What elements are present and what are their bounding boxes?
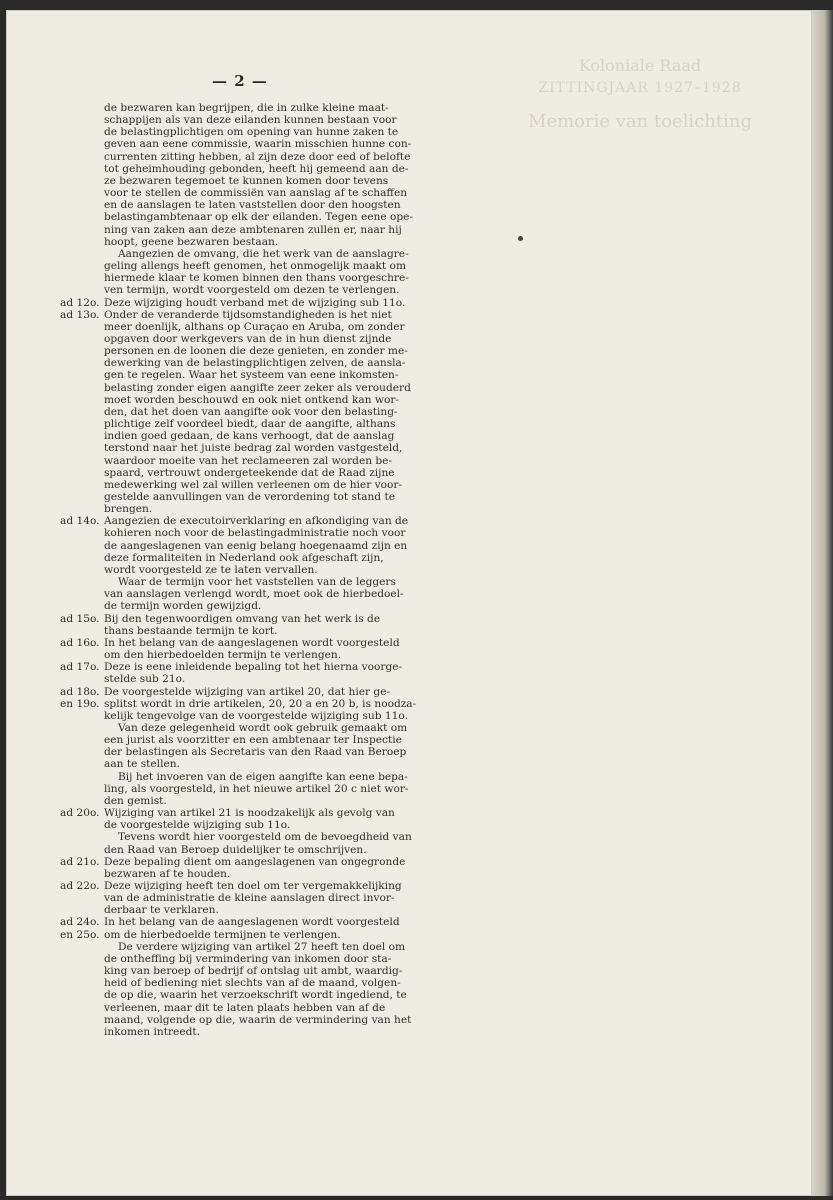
margin-label bbox=[60, 199, 104, 211]
line-text: personen en de loonen die deze genieten, en zonder me- bbox=[104, 345, 408, 358]
margin-label bbox=[60, 418, 104, 430]
margin-label bbox=[60, 479, 104, 491]
margin-label bbox=[60, 783, 104, 795]
margin-label bbox=[60, 965, 104, 977]
text-line bbox=[60, 540, 432, 552]
margin-label bbox=[60, 430, 104, 442]
text-line bbox=[60, 236, 432, 248]
text-line bbox=[60, 686, 432, 698]
margin-label bbox=[60, 357, 104, 369]
margin-label bbox=[60, 151, 104, 163]
line-text: de ontheffing bij vermindering van inkomen door sta- bbox=[104, 952, 392, 965]
line-text: gestelde aanvullingen van de verordening tot stand te bbox=[104, 491, 395, 503]
text-line bbox=[60, 1014, 432, 1026]
line-text: hiermede klaar te komen binnen den thans voorgeschre- bbox=[104, 272, 409, 285]
margin-label: ad 15o. bbox=[60, 612, 100, 625]
text-line bbox=[60, 600, 432, 612]
line-text: belastingambtenaar op elk der eilanden. Tegen eene ope- bbox=[104, 211, 414, 224]
margin-label: en 19o. bbox=[60, 697, 100, 710]
text-line bbox=[60, 345, 432, 357]
text-line bbox=[60, 467, 432, 479]
margin-label bbox=[60, 272, 104, 284]
text-line bbox=[60, 175, 432, 187]
line-text: Bij den tegenwoordigen omvang van het werk is de bbox=[104, 612, 381, 625]
line-text: ling, als voorgesteld, in het nieuwe artikel 20 c niet wor- bbox=[104, 782, 409, 795]
margin-label bbox=[60, 904, 104, 916]
line-text: de voorgestelde wijziging sub 11o. bbox=[104, 819, 291, 832]
text-line bbox=[60, 418, 432, 430]
line-text: deze formaliteiten in Nederland ook afgeschaft zijn, bbox=[104, 551, 384, 564]
margin-label bbox=[60, 126, 104, 138]
line-text: den, dat het doen van aangifte ook voor den belasting- bbox=[104, 405, 398, 418]
margin-label bbox=[60, 527, 104, 539]
text-line bbox=[60, 515, 432, 527]
text-line bbox=[60, 1026, 432, 1038]
margin-label bbox=[60, 795, 104, 807]
margin-label bbox=[60, 345, 104, 357]
text-line bbox=[60, 892, 432, 904]
text-line bbox=[60, 831, 432, 843]
text-line bbox=[60, 758, 432, 770]
text-line bbox=[60, 527, 432, 539]
margin-label bbox=[60, 284, 104, 296]
text-line bbox=[60, 916, 432, 928]
text-line bbox=[60, 613, 432, 625]
text-line bbox=[60, 783, 432, 795]
line-text: Deze wijziging heeft ten doel om ter vergemakkelijking bbox=[104, 880, 402, 892]
text-line bbox=[60, 491, 432, 503]
text-line bbox=[60, 284, 432, 296]
margin-label bbox=[60, 576, 104, 588]
text-line bbox=[60, 625, 432, 637]
margin-label: ad 17o. bbox=[60, 661, 100, 674]
line-text: van de administratie de kleine aanslagen direct invor- bbox=[104, 892, 395, 905]
line-text: den Raad van Beroep duidelijker te omschrijven. bbox=[104, 843, 367, 856]
line-text: De voorgestelde wijziging van artikel 20, dat hier ge- bbox=[104, 685, 391, 698]
line-text: ning van zaken aan deze ambtenaren zullen er, naar hij bbox=[104, 223, 402, 236]
line-text: de aangeslagenen van eenig belang hoegenaamd zijn en bbox=[104, 539, 408, 552]
text-line bbox=[60, 722, 432, 734]
text-line bbox=[60, 856, 432, 868]
text-line bbox=[60, 211, 432, 223]
margin-label bbox=[60, 941, 104, 953]
margin-label bbox=[60, 1002, 104, 1014]
line-text: van aanslagen verlengd wordt, moet ook de hierbedoel- bbox=[104, 588, 404, 601]
text-line bbox=[60, 953, 432, 965]
text-line bbox=[60, 929, 432, 941]
margin-label bbox=[60, 831, 104, 843]
line-text: Aangezien de executoirverklaring en afkondiging van de bbox=[104, 515, 409, 528]
margin-label: ad 24o. bbox=[60, 916, 100, 929]
margin-label: ad 21o. bbox=[60, 855, 100, 868]
margin-label bbox=[60, 260, 104, 272]
margin-label bbox=[60, 540, 104, 552]
line-text: Van deze gelegenheid wordt ook gebruik gemaakt om bbox=[118, 721, 408, 734]
margin-label bbox=[60, 649, 104, 661]
text-line bbox=[60, 126, 432, 138]
margin-label bbox=[60, 892, 104, 904]
text-line bbox=[60, 479, 432, 491]
margin-label bbox=[60, 491, 104, 503]
text-line bbox=[60, 369, 432, 381]
text-line bbox=[60, 819, 432, 831]
line-text: indien goed gedaan, de kans verhoogt, dat de aanslag bbox=[104, 430, 395, 443]
margin-label bbox=[60, 248, 104, 260]
margin-label: ad 22o. bbox=[60, 880, 100, 892]
text-line bbox=[60, 965, 432, 977]
line-text: geling allengs heeft genomen, het onmogelijk maakt om bbox=[104, 260, 406, 273]
line-text: brengen. bbox=[104, 503, 153, 516]
text-line bbox=[60, 430, 432, 442]
line-text: king van beroep of bedrijf of ontslag uit ambt, waardig- bbox=[104, 965, 403, 978]
text-line bbox=[60, 868, 432, 880]
text-line bbox=[60, 394, 432, 406]
line-text: Tevens wordt hier voorgesteld om de bevoegdheid van bbox=[118, 831, 412, 844]
line-text: om den hierbedoelden termijn te verlengen. bbox=[104, 649, 342, 662]
text-line bbox=[60, 442, 432, 454]
margin-label: ad 16o. bbox=[60, 636, 100, 649]
margin-label bbox=[60, 175, 104, 187]
margin-label bbox=[60, 224, 104, 236]
line-text: en de aanslagen te laten vaststellen door den hoogsten bbox=[104, 199, 401, 212]
margin-label: ad 14o. bbox=[60, 515, 100, 528]
margin-label bbox=[60, 321, 104, 333]
line-text: de bezwaren kan begrijpen, die in zulke kleine maat- bbox=[104, 102, 389, 114]
margin-label bbox=[60, 819, 104, 831]
text-line bbox=[60, 357, 432, 369]
margin-label bbox=[60, 734, 104, 746]
line-text: verleenen, maar dit te laten plaats hebben van af de bbox=[104, 1001, 386, 1014]
text-line bbox=[60, 710, 432, 722]
line-text: de termijn worden gewijzigd. bbox=[104, 600, 262, 613]
line-text: In het belang van de aangeslagenen wordt voorgesteld bbox=[104, 916, 400, 929]
text-line bbox=[60, 844, 432, 856]
line-text: terstond naar het juiste bedrag zal worden vastgesteld, bbox=[104, 442, 403, 455]
line-text: den gemist. bbox=[104, 794, 167, 807]
line-text: Aangezien de omvang, die het werk van de aanslagre- bbox=[118, 247, 409, 260]
text-line bbox=[60, 661, 432, 673]
line-text: spaard, vertrouwt ondergeteekende dat de Raad zijne bbox=[104, 466, 395, 479]
margin-label bbox=[60, 552, 104, 564]
line-text: inkomen intreedt. bbox=[104, 1025, 200, 1038]
text-line bbox=[60, 564, 432, 576]
bleed-line: ZITTINGJAAR 1927–1928 bbox=[538, 80, 742, 96]
text-line bbox=[60, 272, 432, 284]
margin-label bbox=[60, 746, 104, 758]
text-line bbox=[60, 503, 432, 515]
text-line bbox=[60, 795, 432, 807]
line-text: De verdere wijziging van artikel 27 heeft ten doel om bbox=[118, 940, 406, 953]
text-line bbox=[60, 138, 432, 150]
line-text: plichtige zelf voordeel biedt, daar de aangifte, althans bbox=[104, 418, 396, 431]
line-text: thans bestaande termijn te kort. bbox=[104, 624, 278, 637]
line-text: maand, volgende op die, waarin de vermindering van het bbox=[104, 1013, 412, 1026]
line-text: dewerking van de belastingplichtigen zelven, de aansla- bbox=[104, 357, 406, 370]
margin-label bbox=[60, 989, 104, 1001]
text-line bbox=[60, 1002, 432, 1014]
margin-label bbox=[60, 625, 104, 637]
text-line bbox=[60, 698, 432, 710]
text-line bbox=[60, 637, 432, 649]
margin-label: ad 12o. bbox=[60, 296, 100, 309]
text-line bbox=[60, 734, 432, 746]
text-line bbox=[60, 102, 432, 114]
line-text: schappijen als van deze eilanden kunnen bestaan voor bbox=[104, 114, 397, 127]
text-line bbox=[60, 151, 432, 163]
margin-label bbox=[60, 953, 104, 965]
text-line bbox=[60, 114, 432, 126]
line-text: medewerking wel zal willen verleenen om de hier voor- bbox=[104, 478, 403, 491]
line-text: Bij het invoeren van de eigen aangifte kan eene bepa- bbox=[118, 770, 408, 783]
margin-label bbox=[60, 1026, 104, 1038]
text-line bbox=[60, 880, 432, 892]
line-text: bezwaren af te houden. bbox=[104, 867, 231, 880]
margin-label bbox=[60, 442, 104, 454]
margin-label bbox=[60, 710, 104, 722]
line-text: ze bezwaren tegemoet te kunnen komen door tevens bbox=[104, 174, 389, 187]
margin-label: ad 13o. bbox=[60, 308, 100, 321]
line-text: stelde sub 21o. bbox=[104, 673, 186, 686]
line-text: ven termijn, wordt voorgesteld om dezen te verlengen. bbox=[104, 284, 400, 297]
text-line bbox=[60, 321, 432, 333]
margin-label bbox=[60, 1014, 104, 1026]
margin-label: ad 18o. bbox=[60, 685, 100, 698]
ink-dot bbox=[518, 236, 523, 241]
line-text: de op die, waarin het verzoekschrift wordt ingediend, te bbox=[104, 989, 407, 1002]
text-line bbox=[60, 989, 432, 1001]
margin-label bbox=[60, 138, 104, 150]
line-text: aan te stellen. bbox=[104, 758, 180, 771]
line-text: Wijziging van artikel 21 is noodzakelijk als gevolg van bbox=[104, 807, 395, 820]
margin-label bbox=[60, 187, 104, 199]
margin-label bbox=[60, 758, 104, 770]
line-text: wordt voorgesteld ze te laten vervallen. bbox=[104, 563, 318, 576]
text-line bbox=[60, 771, 432, 783]
text-line bbox=[60, 224, 432, 236]
text-line bbox=[60, 941, 432, 953]
bleed-line: Koloniale Raad bbox=[578, 56, 702, 75]
margin-label bbox=[60, 564, 104, 576]
margin-label bbox=[60, 333, 104, 345]
line-text: splitst wordt in drie artikelen, 20, 20 a en 20 b, is noodza- bbox=[104, 697, 417, 710]
margin-label bbox=[60, 977, 104, 989]
facing-page-edge bbox=[812, 10, 833, 1196]
line-text: moet worden beschouwd en ook niet ontkend kan wor- bbox=[104, 393, 399, 406]
line-text: om de hierbedoelde termijnen te verlengen. bbox=[104, 928, 341, 941]
margin-label bbox=[60, 868, 104, 880]
line-text: Waar de termijn voor het vaststellen van de leggers bbox=[118, 576, 396, 589]
text-line bbox=[60, 382, 432, 394]
text-line bbox=[60, 673, 432, 685]
margin-label bbox=[60, 236, 104, 248]
line-text: tot geheimhouding gebonden, heeft hij gemeend aan de- bbox=[104, 162, 409, 175]
text-line bbox=[60, 588, 432, 600]
line-text: heid of bediening niet slechts van af de maand, volgen- bbox=[104, 977, 401, 990]
text-line bbox=[60, 163, 432, 175]
margin-label: en 25o. bbox=[60, 928, 100, 941]
text-line bbox=[60, 807, 432, 819]
line-text: kelijk tengevolge van de voorgestelde wijziging sub 11o. bbox=[104, 709, 408, 722]
line-text: Onder de veranderde tijdsomstandigheden is het niet bbox=[104, 308, 392, 321]
margin-label bbox=[60, 369, 104, 381]
margin-label: ad 20o. bbox=[60, 807, 100, 820]
text-line bbox=[60, 260, 432, 272]
margin-label bbox=[60, 844, 104, 856]
line-text: kohieren noch voor de belastingadministratie noch voor bbox=[104, 527, 406, 540]
line-text: de belastingplichtigen om opening van hunne zaken te bbox=[104, 126, 399, 139]
margin-label bbox=[60, 406, 104, 418]
text-line bbox=[60, 455, 432, 467]
line-text: belasting zonder eigen aangifte zeer zeker als verouderd bbox=[104, 381, 411, 394]
line-text: meer doenlijk, althans op Curaçao en Aruba, om zonder bbox=[104, 320, 405, 333]
line-text: voor te stellen de commissiën van aanslag af te schaffen bbox=[104, 187, 408, 200]
line-text: der belastingen als Secretaris van den Raad van Beroep bbox=[104, 746, 407, 759]
margin-label bbox=[60, 455, 104, 467]
text-line bbox=[60, 333, 432, 345]
line-text: opgaven door werkgevers van de in hun dienst zijnde bbox=[104, 332, 392, 345]
text-line bbox=[60, 199, 432, 211]
bleed-line: Memorie van toelichting bbox=[528, 111, 752, 132]
text-line bbox=[60, 248, 432, 260]
line-text: gen te regelen. Waar het systeem van eene inkomsten- bbox=[104, 369, 399, 382]
text-line bbox=[60, 746, 432, 758]
margin-label bbox=[60, 102, 104, 114]
line-text: waardoor moeite van het reclameeren zal worden be- bbox=[104, 454, 393, 467]
page-number: — 2 — bbox=[212, 72, 268, 90]
line-text: currenten zitting hebben, al zijn deze door eed of belofte bbox=[104, 150, 411, 163]
text-line bbox=[60, 904, 432, 916]
margin-label bbox=[60, 771, 104, 783]
text-line bbox=[60, 977, 432, 989]
line-text: geven aan eene commissie, waarin misschien hunne con- bbox=[104, 138, 412, 151]
text-line bbox=[60, 406, 432, 418]
text-line bbox=[60, 649, 432, 661]
text-line bbox=[60, 187, 432, 199]
text-line bbox=[60, 576, 432, 588]
line-text: een jurist als voorzitter en een ambtenaar ter Inspectie bbox=[104, 734, 402, 747]
text-line bbox=[60, 297, 432, 309]
line-text: Deze wijziging houdt verband met de wijziging sub 11o. bbox=[104, 296, 406, 309]
margin-label bbox=[60, 673, 104, 685]
margin-label bbox=[60, 114, 104, 126]
line-text: Deze bepaling dient om aangeslagenen van ongegronde bbox=[104, 855, 406, 868]
line-text: In het belang van de aangeslagenen wordt voorgesteld bbox=[104, 636, 400, 649]
margin-label bbox=[60, 503, 104, 515]
text-line bbox=[60, 552, 432, 564]
margin-label bbox=[60, 722, 104, 734]
margin-label bbox=[60, 211, 104, 223]
margin-label bbox=[60, 588, 104, 600]
text-line bbox=[60, 309, 432, 321]
margin-label bbox=[60, 163, 104, 175]
margin-label bbox=[60, 394, 104, 406]
margin-label bbox=[60, 467, 104, 479]
margin-label bbox=[60, 382, 104, 394]
document-body bbox=[60, 102, 432, 1038]
line-text: derbaar te verklaren. bbox=[104, 904, 219, 917]
line-text: Deze is eene inleidende bepaling tot het hierna voorge- bbox=[104, 661, 403, 674]
margin-label bbox=[60, 600, 104, 612]
line-text: hoopt, geene bezwaren bestaan. bbox=[104, 235, 279, 248]
